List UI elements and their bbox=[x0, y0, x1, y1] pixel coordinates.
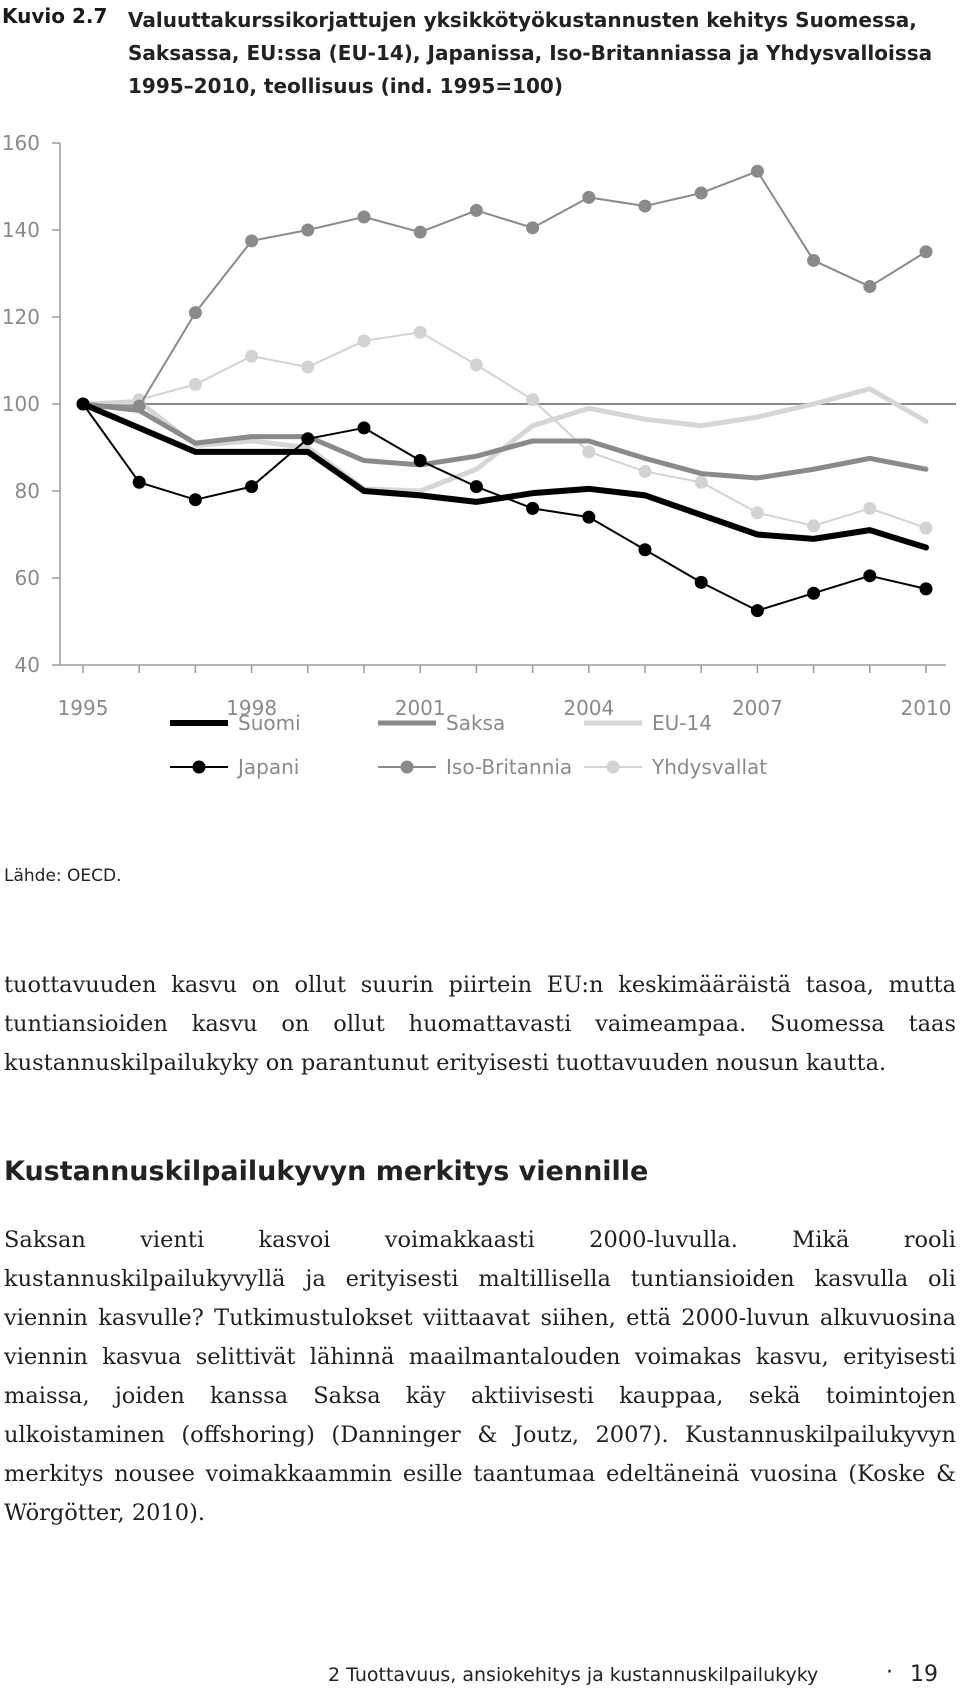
page-number: 19 bbox=[910, 1662, 938, 1687]
y-tick-label: 40 bbox=[14, 653, 40, 677]
data-point-yhdysvallat bbox=[526, 393, 539, 406]
series-saksa bbox=[83, 404, 926, 478]
body-paragraph-1: tuottavuuden kasvu on ollut suurin piirtein EU:n keskimääräistä tasoa, mutta tuntiansioiden kasvu on ollut huomattavasti vaimeampaa. Suomessa taas kustannuskilpailukyky on parantunut erityisesti tuottavuuden nousun kautta. bbox=[4, 972, 956, 1076]
y-tick-label: 100 bbox=[1, 392, 40, 416]
legend-label-yhdysvallat: Yhdysvallat bbox=[652, 755, 768, 779]
data-point-yhdysvallat bbox=[807, 519, 820, 532]
y-tick-label: 160 bbox=[1, 131, 40, 155]
data-point-iso-britannia bbox=[807, 254, 820, 267]
footer-separator: · bbox=[886, 1660, 893, 1685]
y-tick-label: 80 bbox=[14, 479, 40, 503]
data-point-iso-britannia bbox=[358, 210, 371, 223]
data-point-japani bbox=[77, 398, 90, 411]
x-tick-label: 2007 bbox=[731, 696, 783, 720]
legend-marker-japani bbox=[193, 761, 206, 774]
data-point-iso-britannia bbox=[133, 400, 146, 413]
data-point-japani bbox=[639, 543, 652, 556]
legend-marker-iso-britannia bbox=[401, 761, 414, 774]
legend-marker-yhdysvallat bbox=[607, 761, 620, 774]
data-point-japani bbox=[358, 421, 371, 434]
data-point-iso-britannia bbox=[470, 204, 483, 217]
page-footer bbox=[0, 1658, 960, 1694]
figure-title: Valuuttakurssikorjattujen yksikkötyökustannusten kehitys Suomessa, Saksassa, EU:ssa (EU-14), Japanissa, Iso-Britanniassa ja Yhdysvalloissa 1995–2010, teollisuus (ind. 1995=100) bbox=[128, 8, 933, 98]
body-paragraph-2: Saksan vienti kasvoi voimakkaasti 2000-luvulla. Mikä rooli kustannuskilpailukyvyllä ja erityisesti maltillisella tuntiansioiden kasvulla oli viennin kasvulle? Tutkimustulokset viittaavat siihen, että 2000-luvun alkuvuosina viennin kasvua selittivät lähinnä maailmantalouden voimakas kasvu, erityisesti maissa, joiden kanssa Saksa käy aktiivisesti kauppaa, sekä toimintojen ulkoistaminen (offshoring) (Danninger & Joutz, 2007). Kustannuskilpailukyvyn merkitys nousee voimakkaammin esille taantumaa edeltäneinä vuosina (Koske & Wörgötter, 2010). bbox=[4, 1227, 956, 1526]
data-point-japani bbox=[863, 569, 876, 582]
legend-label-eu-14: EU-14 bbox=[652, 711, 712, 735]
data-point-japani bbox=[414, 454, 427, 467]
section-heading: Kustannuskilpailukyvyn merkitys viennille bbox=[4, 1156, 649, 1187]
x-tick-label: 1998 bbox=[226, 696, 278, 720]
data-point-iso-britannia bbox=[189, 306, 202, 319]
data-point-iso-britannia bbox=[582, 191, 595, 204]
data-point-yhdysvallat bbox=[414, 326, 427, 339]
data-point-japani bbox=[807, 587, 820, 600]
data-point-japani bbox=[470, 480, 483, 493]
data-point-iso-britannia bbox=[414, 226, 427, 239]
data-point-yhdysvallat bbox=[863, 502, 876, 515]
x-tick-label: 2004 bbox=[563, 696, 615, 720]
legend-item-japani bbox=[170, 755, 299, 779]
data-point-japani bbox=[245, 480, 258, 493]
series-iso-britannia bbox=[77, 165, 933, 413]
legend-item-iso-britannia bbox=[378, 755, 572, 779]
data-point-yhdysvallat bbox=[695, 476, 708, 489]
series-line-iso-britannia bbox=[83, 171, 926, 406]
data-point-iso-britannia bbox=[863, 280, 876, 293]
legend-label-saksa: Saksa bbox=[446, 711, 506, 735]
chart-axes bbox=[2, 131, 956, 720]
y-tick-label: 120 bbox=[1, 305, 40, 329]
data-point-japani bbox=[301, 432, 314, 445]
data-point-iso-britannia bbox=[245, 234, 258, 247]
data-point-yhdysvallat bbox=[245, 350, 258, 363]
chart-legend bbox=[170, 711, 767, 779]
data-point-yhdysvallat bbox=[470, 358, 483, 371]
series-yhdysvallat bbox=[77, 326, 933, 535]
data-point-japani bbox=[920, 582, 933, 595]
data-point-iso-britannia bbox=[695, 187, 708, 200]
data-point-yhdysvallat bbox=[751, 506, 764, 519]
data-point-yhdysvallat bbox=[920, 521, 933, 534]
data-point-iso-britannia bbox=[920, 245, 933, 258]
x-tick-label: 2001 bbox=[394, 696, 446, 720]
data-point-yhdysvallat bbox=[189, 378, 202, 391]
series-line-japani bbox=[83, 404, 926, 611]
y-tick-label: 140 bbox=[1, 218, 40, 242]
data-point-japani bbox=[526, 502, 539, 515]
footer-chapter-title: 2 Tuottavuus, ansiokehitys ja kustannuskilpailukyky bbox=[328, 1664, 819, 1686]
data-point-yhdysvallat bbox=[301, 361, 314, 374]
data-point-iso-britannia bbox=[639, 200, 652, 213]
legend-label-japani: Japani bbox=[238, 755, 300, 779]
x-tick-label: 1995 bbox=[57, 696, 109, 720]
legend-label-suomi: Suomi bbox=[238, 711, 301, 735]
series-line-saksa bbox=[83, 404, 926, 478]
line-chart bbox=[0, 115, 960, 855]
legend-label-iso-britannia: Iso-Britannia bbox=[446, 755, 573, 779]
figure-number: Kuvio 2.7 bbox=[2, 4, 108, 28]
data-point-japani bbox=[189, 493, 202, 506]
data-point-yhdysvallat bbox=[582, 445, 595, 458]
series-line-suomi bbox=[83, 404, 926, 548]
chart-series bbox=[77, 165, 933, 617]
x-tick-label: 2010 bbox=[900, 696, 952, 720]
data-point-yhdysvallat bbox=[358, 334, 371, 347]
data-point-japani bbox=[133, 476, 146, 489]
data-point-japani bbox=[695, 576, 708, 589]
data-point-iso-britannia bbox=[751, 165, 764, 178]
legend-item-yhdysvallat bbox=[584, 755, 767, 779]
data-point-iso-britannia bbox=[526, 221, 539, 234]
data-point-japani bbox=[751, 604, 764, 617]
data-point-japani bbox=[582, 511, 595, 524]
data-point-yhdysvallat bbox=[639, 465, 652, 478]
series-japani bbox=[77, 398, 933, 618]
y-tick-label: 60 bbox=[14, 566, 40, 590]
data-point-iso-britannia bbox=[301, 224, 314, 237]
source-note: Lähde: OECD. bbox=[4, 866, 122, 886]
series-suomi bbox=[83, 404, 926, 548]
